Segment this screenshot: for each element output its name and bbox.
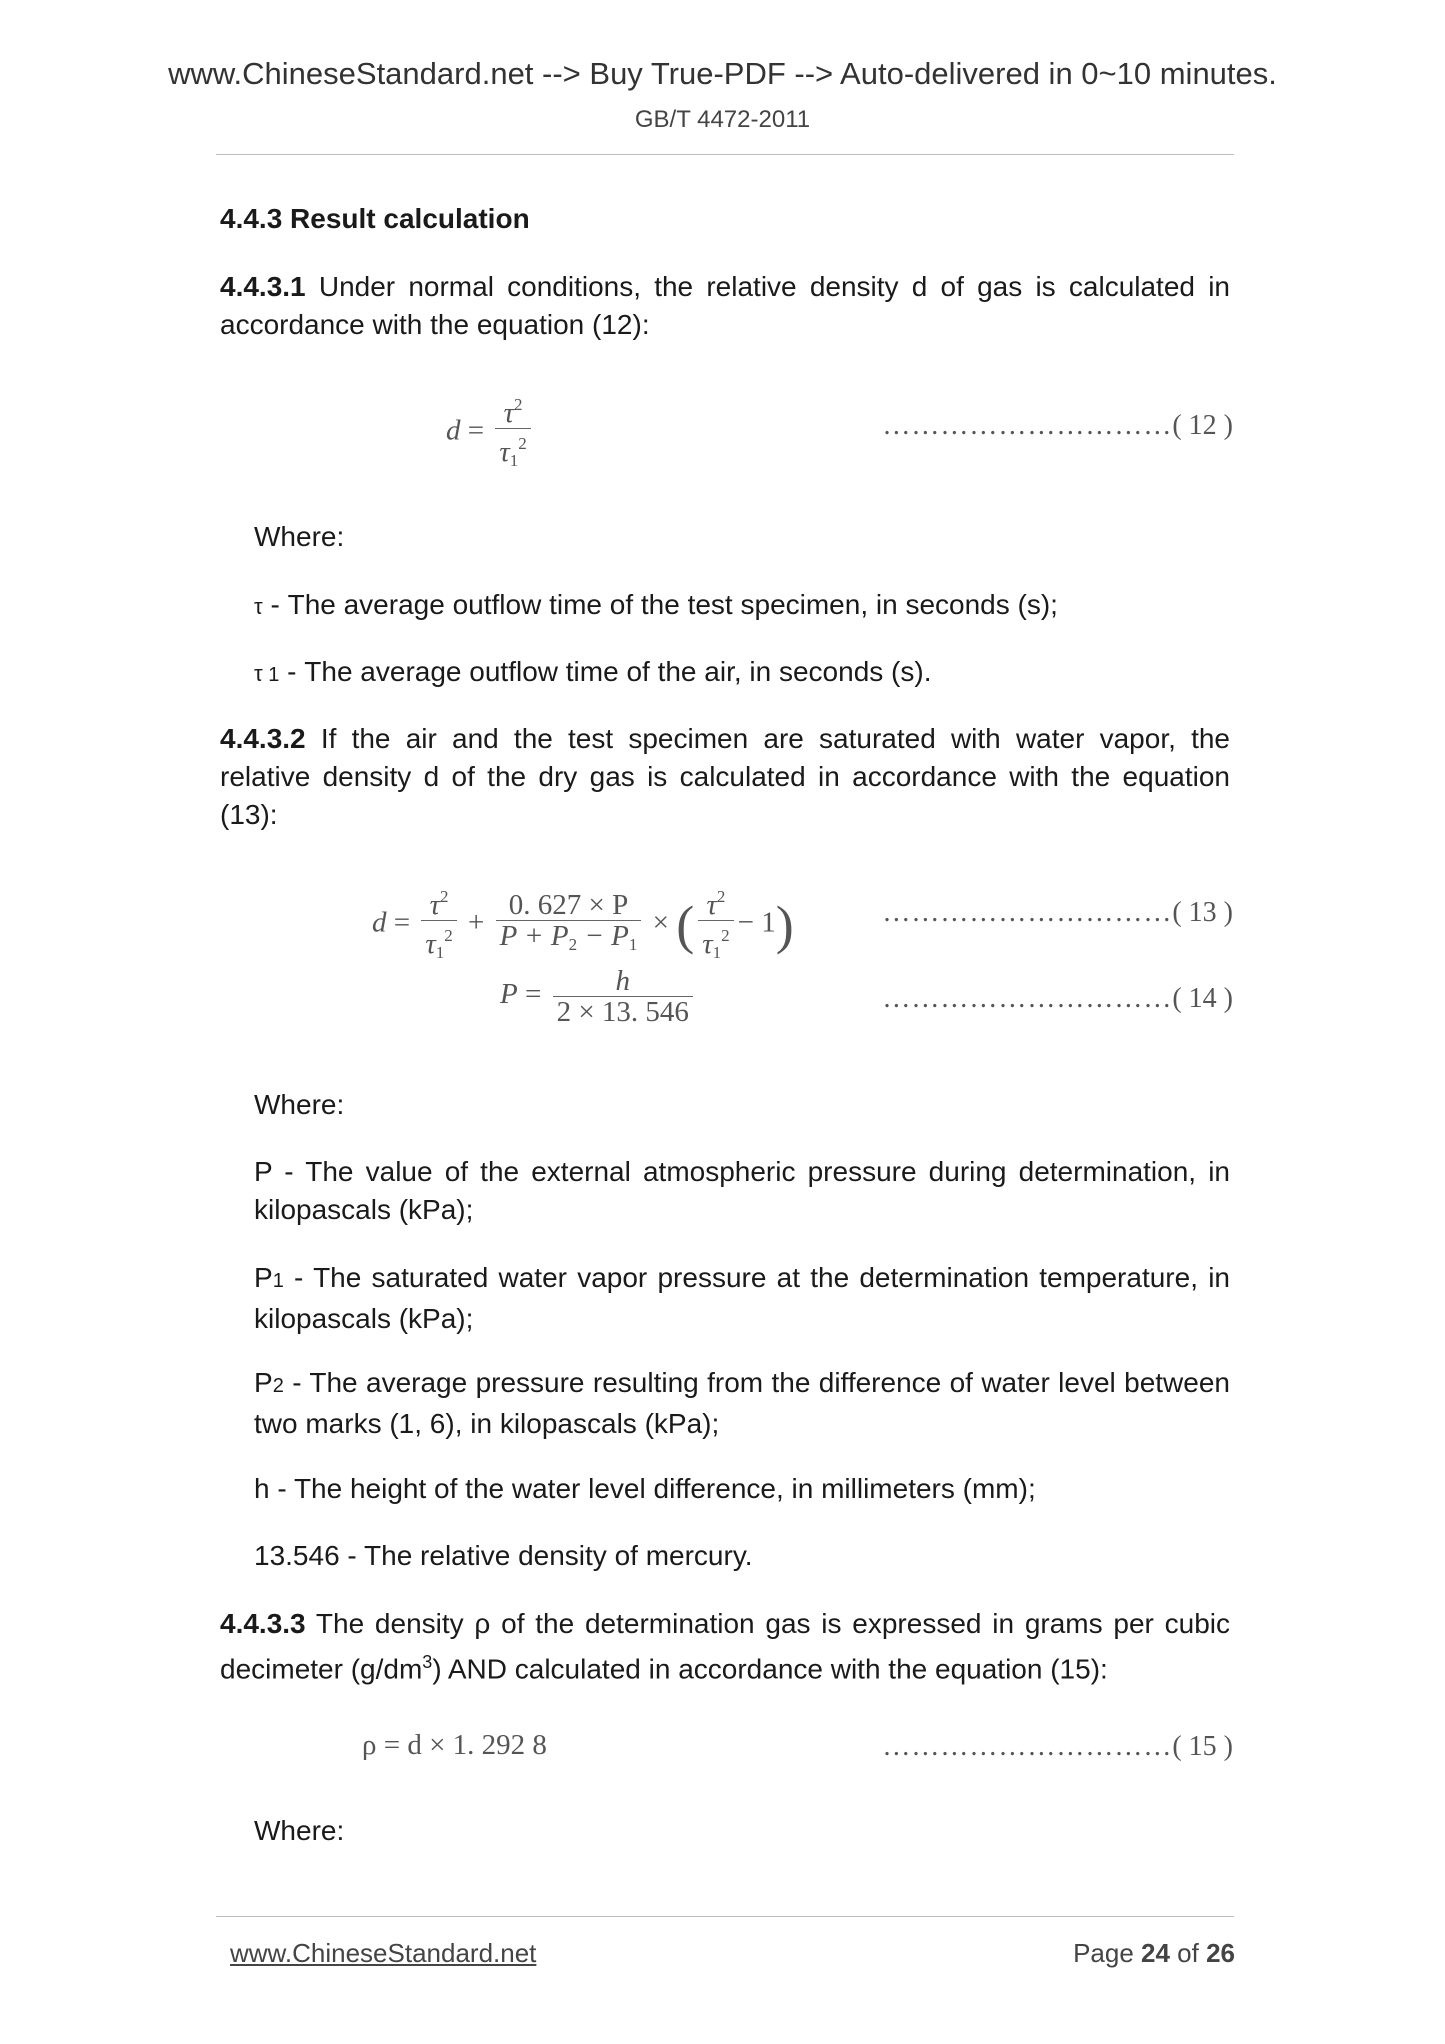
clause-text: Under normal conditions, the relative density d of gas is calculated in accordance with the equation (12): xyxy=(220,271,1230,340)
eq13-fraction-1: $\frac{\tau^2}{\tau_1^2}$ xyxy=(421,882,456,968)
clause-4-4-3-1 xyxy=(220,268,1230,344)
equation-12 xyxy=(446,390,535,476)
page-indicator: Page 24 of 26 xyxy=(1073,1938,1235,1968)
equation-13: d = $\frac{\tau^2}{\tau_1^2}$ + $\frac{0. 627 \times P}{P + P_2 - P_1}$ × ( $\frac{\tau^2}{\tau_1^2}$ − 1) xyxy=(372,882,794,968)
footer-site-link[interactable]: www.ChineseStandard.net xyxy=(230,1938,537,1968)
eq12-lhs: d xyxy=(446,414,461,447)
current-page: 24 xyxy=(1141,1938,1170,1968)
where-label: Where: xyxy=(254,521,345,552)
equation-15-number: …………………………( 15 ) xyxy=(882,1731,1233,1762)
equation-15: ρ = d × 1. 292 8 xyxy=(362,1729,547,1761)
where-item-tau1: τ 1 - The average outflow time of the air, in seconds (s). xyxy=(254,656,932,687)
eq12-den: τ xyxy=(499,436,510,468)
clause-4-4-3-2 xyxy=(220,720,1230,834)
section-heading xyxy=(220,200,1230,238)
eq12-equals: = xyxy=(467,414,485,447)
where-item-h: h - The height of the water level difference, in millimeters (mm); xyxy=(254,1473,1036,1504)
clause-number: 4.4.3.2 xyxy=(220,723,306,754)
clause-text: If the air and the test specimen are saturated with water vapor, the relative density d of the dry gas is calculated in accordance with the equation (13): xyxy=(220,723,1230,830)
clause-4-4-3-3: 4.4.3.3 The density ρ of the determination gas is expressed in grams per cubic decimeter $(g/dm^3)$ AND calculated in accordance with the equation (15): xyxy=(220,1608,1230,1685)
where-item-mercury: 13.546 - The relative density of mercury. xyxy=(254,1540,753,1571)
clause-number: 4.4.3.3 xyxy=(220,1608,306,1639)
eq13-fraction-2: $\frac{0. 627 \times P}{P + P_2 - P_1}$ xyxy=(496,890,642,960)
equation-14: P = $\frac{h}{2 \times 13. 546}$ xyxy=(500,966,697,1027)
footer-divider xyxy=(216,1916,1234,1917)
where-item-p: P - The value of the external atmospheric pressure during determination, in kilopascals (kPa); xyxy=(254,1156,1230,1225)
header-banner: www.ChineseStandard.net --> Buy True-PDF --> Auto-delivered in 0~10 minutes. xyxy=(168,56,1277,91)
total-pages: 26 xyxy=(1206,1938,1235,1968)
eq12-num: τ xyxy=(503,397,514,429)
where-item-tau: τ - The average outflow time of the test specimen, in seconds (s); xyxy=(254,589,1058,620)
eq13-fraction-3: $\frac{\tau^2}{\tau_1^2}$ xyxy=(698,882,733,968)
equation-13-number: …………………………( 13 ) xyxy=(882,897,1233,928)
where-label: Where: xyxy=(254,1089,345,1120)
eq14-fraction: $\frac{h}{2 \times 13. 546}$ xyxy=(553,966,693,1027)
header-divider xyxy=(216,154,1234,155)
eq12-fraction: $\frac{\tau^2}{\tau_1^2}$ xyxy=(495,390,530,476)
clause-number: 4.4.3.1 xyxy=(220,271,306,302)
equation-14-number: …………………………( 14 ) xyxy=(882,983,1233,1014)
where-item-p1: P1 - The saturated water vapor pressure at the determination temperature, in kilopascals (kPa); xyxy=(254,1262,1230,1334)
section-heading-text: 4.4.3 Result calculation xyxy=(220,203,530,234)
where-label: Where: xyxy=(254,1815,345,1846)
equation-12-number: …………………………( 12 ) xyxy=(882,410,1233,441)
standard-number: GB/T 4472-2011 xyxy=(634,106,811,133)
where-item-p2: P2 - The average pressure resulting from the difference of water level between two marks (1, 6), in kilopascals (kPa); xyxy=(254,1367,1230,1439)
